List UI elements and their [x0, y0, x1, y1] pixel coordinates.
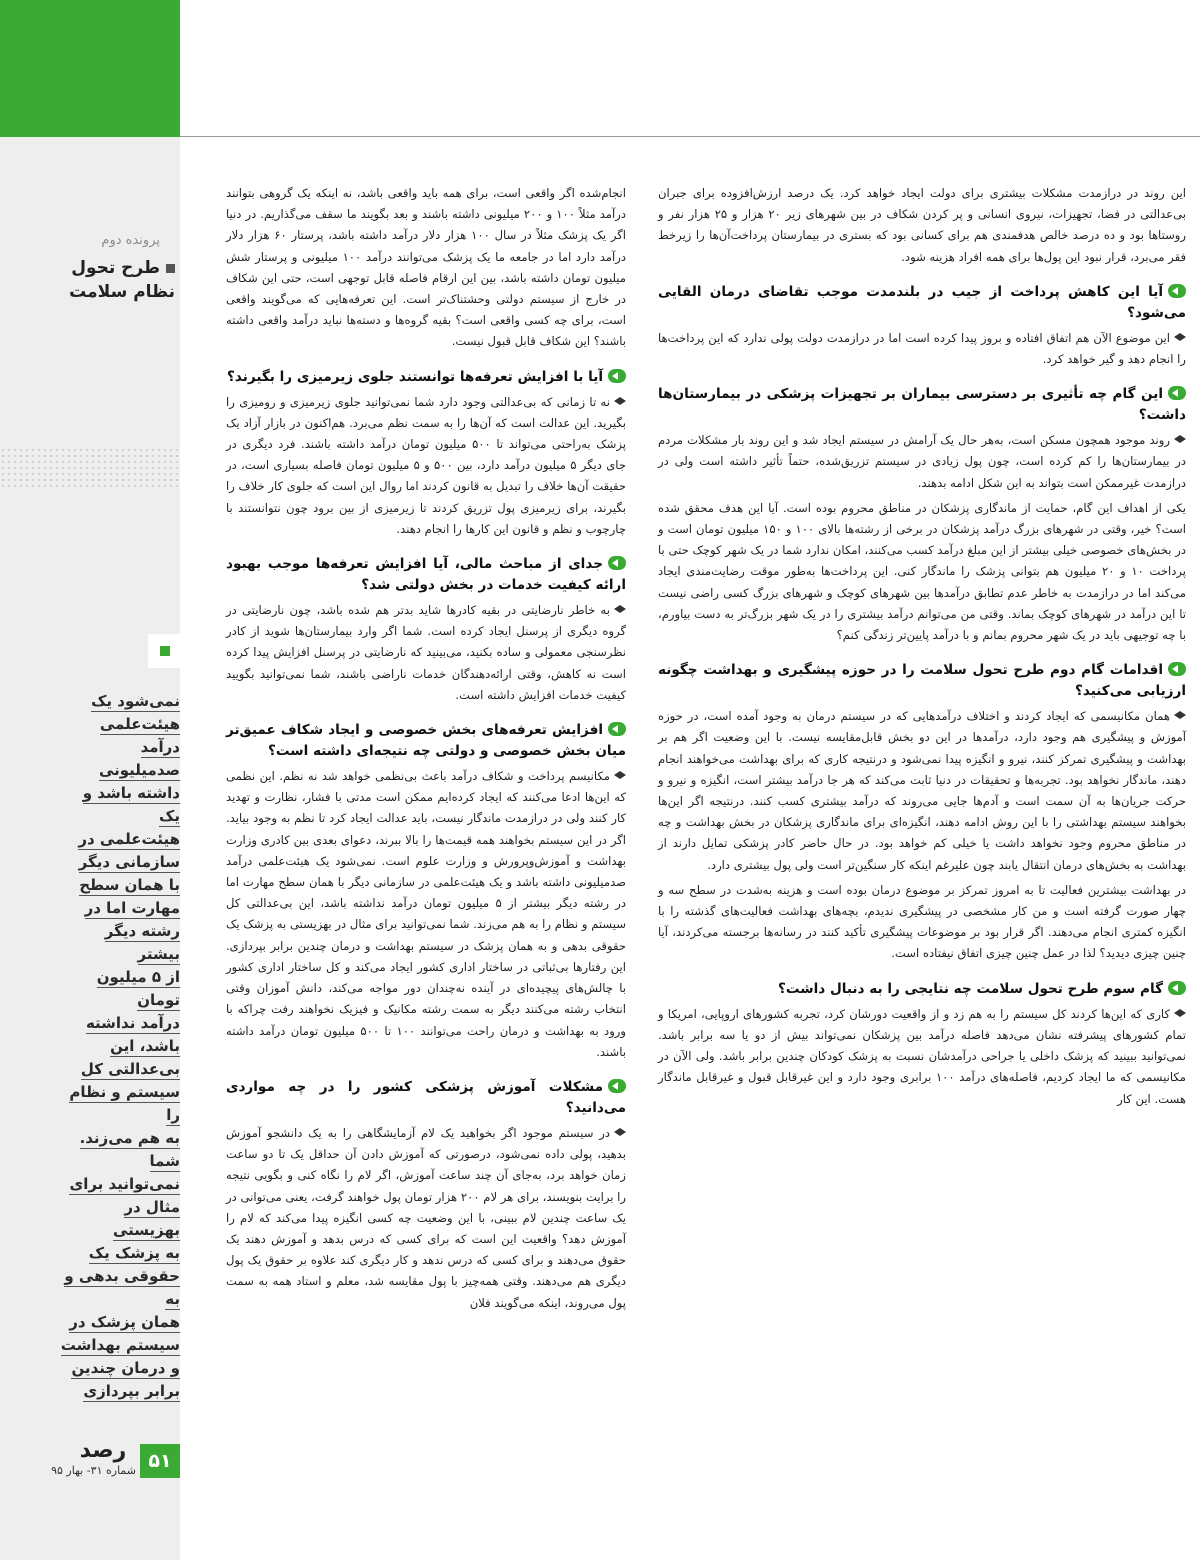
header-rule	[180, 136, 1200, 137]
question-heading	[226, 554, 626, 596]
answer-paragraph	[226, 600, 626, 706]
answer-paragraph	[226, 392, 626, 540]
article-column-right	[658, 183, 1186, 1114]
question-text: این گام چه تأثیری بر دسترسی بیماران بر تجهیزات پزشکی در بیمارستان‌ها داشت؟	[658, 386, 1186, 424]
pull-quote-line: صدمیلیونی	[98, 761, 180, 779]
pull-quote-line: برابر بپردازی	[83, 1382, 180, 1400]
paragraph: یکی از اهداف این گام، حمایت از ماندگاری پزشکان در مناطق محروم بوده است. آیا این هدف محقق شده است؟ خیر، وقتی در شهرهای بزرگ درآمد پزشکان در برخی از رشته‌ها بالای ۱۰۰ و ۱۵۰ میلیون تومان است و در بخش‌های خصوصی خیلی بیشتر از این مبلغ درآمد کسب می‌کنند، امکان ندارد شما در یک شهر کوچک حتی با پرداخت ۱۰ و ۲۰ میلیون هم بتوانی پزشک را ماندگار کنی. این پرداخت‌ها به‌طور موقت رضایت‌مندی ایجاد می‌کند اما در درازمدت به خاطر عدم تطابق درآمدها بین شهرهای کوچک و شهرهای بزرگ کسی راضی نیست تا این درآمد در شهرهای کوچک بماند. وقتی من می‌توانم درآمد بیشتری را در یک شهر بزرگ‌تر به دست بیاورم، با چه توجیهی باید در یک شهر محروم بمانم و با درآمد پایین‌تر زندگی کنم؟	[658, 500, 1186, 643]
answer-paragraph	[226, 766, 626, 1063]
answer-text: همان مکانیسمی که ایجاد کردند و اختلاف درآمدهایی که در سیستم درمان به وجود آمده است، در حوزه آموزش و پیشگیری هم وجود دارد، درآمدها در این دو بخش قابل‌مقایسه نیست. با این وضعیت اگر هم بر بهداشت و پیشگیری تمرکز کنند، نیرو و انگیزه پیدا نمی‌شود و درنتیجه کاری که برای بهداشت می‌خواهند انجام دهند، ماندگار نخواهد بود. تجربه‌ها و تحقیقات در دنیا ثابت می‌کند که هر جا درآمد بیشتر است، انگیزه و نیرو و حرکت جریان‌ها به آن سمت است و آدم‌ها جایی می‌روند که درآمد بیشتری کسب کنند. درنتیجه اگر این‌ها بخواهند سیستم بهداشتی را با این روش ادامه دهند، انگیزه‌ای برای ماندگاری پزشکان در بخش بهداشت و چه در مناطق محروم وجود نخواهد داشت یا خیلی کم خواهد بود. در حال حاضر کادر پزشکی تمایل دارند از بهداشت به بخش‌های درمان انتقال یابند چون علیرغم اینکه کار سنگین‌تر است ولی پول بیشتری دارد.	[658, 709, 1186, 872]
pull-quote-line: هیئت‌علمی در	[78, 830, 180, 848]
answer-diamond-icon	[1174, 1009, 1186, 1018]
question-heading	[226, 720, 626, 762]
question-text: اقدامات گام دوم طرح تحول سلامت را در حوزه پیشگیری و بهداشت چگونه ارزیابی می‌کنید؟	[658, 662, 1186, 700]
question-text: مشکلات آموزش پزشکی کشور را در چه مواردی می‌دانید؟	[226, 1078, 626, 1116]
question-heading	[658, 979, 1186, 1000]
question-arrow-icon	[1168, 662, 1186, 676]
answer-diamond-icon	[614, 605, 626, 614]
question-heading	[658, 660, 1186, 702]
answer-text: در سیستم موجود اگر بخواهید یک لام آزمایشگاهی را به یک دانشجو آموزش بدهید، پولی داده نمی‌شود، درصورتی که آموزش دادن آن حداقل یک تا دو ساعت زمان خواهد برد، به‌جای آن چند ساعت آموزش، اگر لام را نگاه کنی و بگویی نتیجه را برایت بنویسند، برای هر لام ۲۰۰ هزار تومان پول خواهند گرفت، یعنی می‌توانی در یک ساعت چندین لام ببینی، با این وضعیت چه کسی انگیزه پیدا می‌کند که لام را آموزش دهد؟ واقعیت این است که برای کسی که درس بدهد و آموزش دهند یک حقوق می‌دهند و برای کسی که درس ندهد و کار دیگری کند علاوه بر حقوق یک پول دیگری هم می‌دهند. وقتی همه‌چیز با پول مقایسه شد، معلم و استاد همه به سمت پول می‌روند، اینکه می‌گویند فلان	[226, 1125, 627, 1310]
answer-text: به خاطر نارضایتی در بقیه کادرها شاید بدتر هم شده باشد، چون نارضایتی در گروه دیگری از پرسنل ایجاد کرده است. شما اگر وارد بیمارستان‌ها شوید از کادر نظرسنجی معمولی و ساده بکنید، می‌بینید که نارضایتی در پرسنل افزایش پیدا کرده است نه کاهش، وقتی ارائه‌دهندگان خدمات ناراضی باشند، شما نمی‌توانید بگویید کیفیت خدمات افزایش داشته است.	[226, 603, 626, 702]
pull-quote-line: به هم می‌زند. شما	[79, 1129, 180, 1170]
paragraph: این روند در درازمدت مشکلات بیشتری برای دولت ایجاد خواهد کرد. یک درصد ارزش‌افزوده برای جبران بی‌عدالتی در فضا، تجهیزات، نیروی انسانی و پر کردن شکاف در بین شهرهای زیر ۲۰ هزار و ۲۵ هزار نفر و روستاها بود و ده درصد خالص هدفمندی هم برای کسانی بود که بستری در بیمارستان پرداخت‌آن‌ها را زیرخط فقر می‌برد، قرار نبود این پول‌ها برای همه افراد هزینه شود.	[658, 186, 1186, 264]
question-text: افزایش تعرفه‌های بخش خصوصی و ایجاد شکاف عمیق‌تر میان بخش خصوصی و دولتی چه نتیجه‌ای داشته است؟	[226, 722, 626, 760]
answer-diamond-icon	[1174, 435, 1186, 444]
green-square-icon	[160, 646, 170, 656]
answer-diamond-icon	[614, 397, 626, 406]
question-arrow-icon	[1168, 284, 1186, 298]
dossier-title-line2: نظام سلامت	[69, 282, 175, 302]
pull-quote-line: از ۵ میلیون تومان	[96, 968, 180, 1009]
answer-diamond-icon	[614, 1128, 626, 1137]
issue-info: شماره ۳۱- بهار ۹۵	[51, 1464, 136, 1477]
answer-text: روند موجود همچون مسکن است، به‌هر حال یک آرامش در سیستم ایجاد شد و این روند بار مشکلات مردم در بیمارستان‌ها را کم کرده است، چون پول زیادی در سیستم تزریق‌شده، حتماً تأثیر داشته است ولی در درازمدت غیرممکن است بتواند به این شکل ادامه بدهند.	[658, 433, 1186, 490]
answer-diamond-icon	[1174, 333, 1186, 342]
question-heading	[226, 367, 626, 388]
question-arrow-icon	[1168, 981, 1186, 995]
question-text: جدای از مباحث مالی، آیا افزایش تعرفه‌ها موجب بهبود ارائه کیفیت خدمات در بخش دولتی شد؟	[226, 556, 626, 594]
pull-quote-line: داشته باشد و یک	[82, 784, 180, 825]
answer-paragraph	[658, 1004, 1186, 1110]
answer-paragraph	[658, 328, 1186, 370]
magazine-logo: رصد	[79, 1438, 127, 1463]
question-arrow-icon	[608, 1079, 626, 1093]
pull-quote-line: باشد، این	[110, 1037, 180, 1055]
pull-quote-line: مثال در بهزیستی	[112, 1198, 180, 1239]
answer-paragraph	[658, 706, 1186, 876]
pull-quote-line: بی‌عدالتی کل	[80, 1060, 180, 1078]
paragraph: در بهداشت بیشترین فعالیت تا به امروز تمرکز بر موضوع درمان بوده است و هزینه به‌شدت در سطح سه و چهار صورت گرفته است و من کار مشخصی در پیشگیری ندیدم، بچه‌های بهداشت فعالیت‌های گذشته را با انگیزه کمتری انجام می‌دهند. اگر قرار بود بر موضوعات پیشگیری تأکید کنند در رسانه‌ها برجسته می‌کردند، آیا چنین چیزی دیدید؟ لذا در عمل چنین چیزی اتفاق نیفتاده است.	[658, 882, 1186, 961]
pull-quote-line: درآمد نداشته	[85, 1014, 180, 1032]
question-heading	[226, 1077, 626, 1119]
pull-quote-line: نمی‌شود یک	[91, 692, 180, 710]
pull-quote-line: حقوقی بدهی و به	[64, 1267, 180, 1308]
answer-paragraph	[226, 1123, 626, 1314]
article-column-left	[226, 183, 626, 1318]
dot-pattern	[0, 447, 180, 487]
quote-marker	[148, 634, 182, 668]
pull-quote-line: با همان سطح	[79, 876, 180, 894]
pull-quote-line: و درمان چندین	[71, 1359, 180, 1377]
square-bullet-icon	[166, 264, 175, 273]
question-arrow-icon	[1168, 386, 1186, 400]
answer-text: مکانیسم پرداخت و شکاف درآمد باعث بی‌نظمی خواهد شد نه نظم. این نظمی که این‌ها ادعا می‌کنند که ایجاد کرده‌ایم ممکن است مدتی با فشار، نظارت و تهدید کار کنند ولی در درازمدت ماندگار نیست، باید عدالت ایجاد کرد تا نظم به وجود بیاید. اگر در این سیستم بخواهند همه قیمت‌ها را بالا ببرند، دعوای بعدی بین کادری وزارت بهداشت و آموزش‌وپرورش و وزارت علوم است. نمی‌شود یک هیئت‌علمی درآمد صدمیلیونی داشته باشد و یک هیئت‌علمی در سازمانی دیگر با همان سطح مهارت اما در رشته دیگر بیشتر از ۵ میلیون تومان درآمد نداشته باشد، این بی‌عدالتی کل سیستم و نظام را به هم می‌زند. شما نمی‌توانید برای مثال در بهزیستی به پزشک یک حقوقی بدهی و به همان پزشک در سیستم بهداشت و درمان چندین برابر بپردازی. این رفتارها بی‌ثباتی در ساختار اداری کشور ایجاد می‌کند و کل ساختار اداری کشور با چالش‌های پیچیده‌ای در آینده نه‌چندان دور مواجه می‌کند، دانش آموزان وقتی انتخاب رشته می‌کنند دیگر به سمت رشته مکانیک و فیزیک نخواهند رفت چراکه با ورود به بهداشت و درمان راحت می‌توانند ۱۰۰ تا ۵۰۰ میلیون تومان درآمد داشته باشند.	[226, 769, 626, 1059]
question-text: آیا با افزایش تعرفه‌ها توانستند جلوی زیرمیزی را بگیرند؟	[227, 368, 603, 385]
pull-quote-line: به پزشک یک	[88, 1244, 180, 1262]
pull-quote-line: رشته دیگر بیشتر	[104, 922, 180, 963]
pull-quote-line: سیستم بهداشت	[60, 1336, 180, 1354]
paragraph: انجام‌شده اگر واقعی است، برای همه باید واقعی باشد، نه اینکه یک گروهی بتوانند درآمد مثلاً ۱۰۰ و ۲۰۰ میلیونی داشته باشند و بعد بگویند ما سقف می‌گذاریم. در دنیا اگر یک پزشک مثلاً در سال ۱۰۰ هزار دلار درآمد داشته باشد، پرستار ۶۰ هزار دلار درآمد دارد اما در جامعه ما یک پزشک می‌توانند درآمد ۱۰۰ میلیونی و پرستار شش میلیون تومان داشته باشد، بین این ارقام فاصله قابل توجهی است، حتی این شکاف در خارج از سیستم دولتی وحشتناک‌تر است. این تعرفه‌هایی که می‌گویند واقعی است، برای چه کسی واقعی است؟ بقیه گروه‌ها و دسته‌ها نباید درآمد واقعی داشته باشند؟ این شکاف قابل قبول نیست.	[226, 186, 626, 349]
pull-quote-line: مهارت اما در	[84, 899, 180, 917]
answer-diamond-icon	[614, 771, 626, 780]
answer-paragraph	[658, 430, 1186, 494]
pull-quote-line: هیئت‌علمی درآمد	[99, 715, 180, 756]
question-heading	[658, 384, 1186, 426]
page-number: ۵۱	[140, 1444, 180, 1478]
pull-quote	[60, 690, 180, 1403]
dossier-title	[20, 256, 175, 304]
answer-text: کاری که این‌ها کردند کل سیستم را به هم زد و از واقعیت دورشان کرد، تجربه کشورهای اروپایی، امریکا و تمام کشورهای پیشرفته نشان می‌دهد فاصله درآمد بین پزشکان نمی‌تواند بیش از دو یا سه برابر باشد. نمی‌توانید ببینید که پزشک داخلی یا جراحی درآمدشان نسبت به پزشک کودکان چندین برابر باشد. ولی الآن در مکانیسمی که ما ایجاد کردیم، فاصله‌های درآمد ۱۰۰ برابری وجود دارد و این غیرقابل قبول و غیرقابل ماندگار هست. این کار	[658, 1006, 1187, 1106]
answer-text: این موضوع الآن هم اتفاق افتاده و بروز پیدا کرده است اما در درازمدت دولت پولی ندارد که این پرداخت‌ها را انجام دهد و گیر خواهد کرد.	[658, 330, 1186, 367]
question-arrow-icon	[608, 722, 626, 736]
pull-quote-line: همان پزشک در	[69, 1313, 180, 1331]
dossier-title-line1: طرح تحول	[71, 258, 160, 278]
answer-diamond-icon	[1174, 711, 1186, 720]
answer-text: نه تا زمانی که بی‌عدالتی وجود دارد شما نمی‌توانید جلوی زیرمیزی و رومیزی را بگیرید. این عدالت است که آن‌ها را به سمت نظم می‌برد. هم‌اکنون در بازار آزاد یک پزشک به‌راحتی می‌تواند تا ۵۰۰ میلیون تومان درآمد داشته باشند. فرد دیگری در جای دیگر ۵ میلیون درآمد دارد، بین ۵۰۰ و ۵ میلیون تومان فاصله بسیاری است، در حقیقت آن‌ها خلاف را تبدیل به قانون کردند اما روال این است که جلوی کار خلاف را بگیرند، برای زیرمیزی پول تزریق کردند تا زیرمیزی از بین برود چون نتوانستند با چارچوب و نظم و قانون این کارها را انجام دهند.	[226, 394, 626, 536]
dossier-label: پرونده دوم	[101, 233, 160, 248]
question-arrow-icon	[608, 369, 626, 383]
question-text: آیا این کاهش پرداخت از جیب در بلندمدت موجب تقاضای درمان القایی می‌شود؟	[658, 283, 1186, 321]
header-color-block	[0, 0, 180, 137]
pull-quote-line: سازمانی دیگر	[78, 853, 180, 871]
question-text: گام سوم طرح تحول سلامت چه نتایجی را به دنبال داشت؟	[777, 980, 1163, 997]
question-heading	[658, 282, 1186, 324]
pull-quote-line: نمی‌توانید برای	[69, 1175, 180, 1193]
question-arrow-icon	[608, 556, 626, 570]
pull-quote-line: سیستم و نظام را	[69, 1083, 180, 1124]
